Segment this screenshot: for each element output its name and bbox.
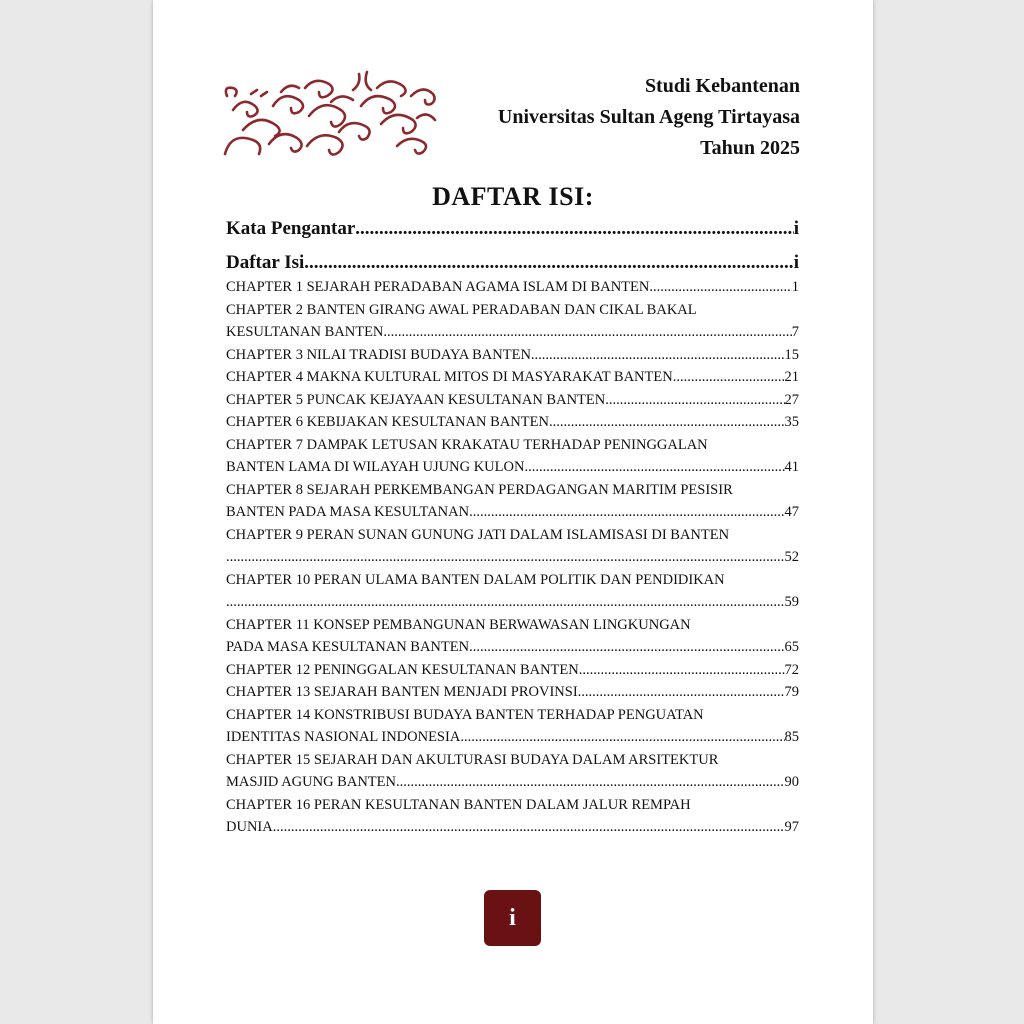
dot-leader <box>226 591 785 614</box>
toc-chapter-entry[interactable] <box>226 569 799 614</box>
toc-chapter-line <box>226 771 799 794</box>
toc-chapter-line <box>226 794 799 817</box>
year-label: Tahun 2025 <box>700 137 800 159</box>
toc-chapter-page: 65 <box>784 639 799 655</box>
toc-chapter-title: CHAPTER 7 DAMPAK LETUSAN KRAKATAU TERHADAP PENINGGALAN <box>226 436 708 453</box>
toc-chapter-title: DUNIA <box>226 819 273 835</box>
toc-chapter-entry[interactable] <box>226 524 799 569</box>
toc-chapter-entry[interactable] <box>226 614 799 659</box>
toc-chapter-page: 72 <box>784 661 799 678</box>
toc-chapter-line <box>226 569 799 592</box>
toc-entry-page: i <box>793 218 799 239</box>
toc-chapter-line <box>226 276 799 299</box>
toc-chapter-title: CHAPTER 3 NILAI TRADISI BUDAYA BANTEN <box>226 346 531 363</box>
toc-chapter-title: CHAPTER 14 KONSTRIBUSI BUDAYA BANTEN TERHADAP PENGUATAN <box>226 706 704 723</box>
toc-chapter-line <box>226 479 799 502</box>
toc-chapter-title: CHAPTER 10 PERAN ULAMA BANTEN DALAM POLITIK DAN PENDIDIKAN <box>226 571 725 588</box>
toc-chapter-title: CHAPTER 2 BANTEN GIRANG AWAL PERADABAN DAN CIKAL BAKAL <box>226 301 697 318</box>
toc-chapter-title: PADA MASA KESULTANAN BANTEN <box>226 639 470 655</box>
dot-leader <box>605 389 784 412</box>
toc-chapter-line <box>226 299 799 322</box>
toc-chapter-entry[interactable] <box>226 794 799 839</box>
toc-chapter-page: 79 <box>784 684 799 700</box>
toc-chapter-title: KESULTANAN BANTEN <box>226 324 384 340</box>
toc-chapter-line <box>226 524 799 547</box>
chapter-list <box>226 276 799 839</box>
toc-chapter-title: CHAPTER 12 PENINGGALAN KESULTANAN BANTEN <box>226 661 579 678</box>
dot-leader <box>383 321 791 344</box>
page-number-badge: i <box>484 890 541 946</box>
dot-leader <box>524 456 784 479</box>
toc-chapter-entry[interactable] <box>226 276 799 299</box>
toc-chapter-line <box>226 726 799 749</box>
toc-chapter-page: 21 <box>784 369 799 385</box>
toc-chapter-page: 97 <box>784 819 799 835</box>
toc-chapter-entry[interactable] <box>226 434 799 479</box>
dot-leader <box>304 252 793 274</box>
toc-chapter-page: 35 <box>784 414 799 430</box>
toc-chapter-title: BANTEN LAMA DI WILAYAH UJUNG KULON <box>226 459 525 475</box>
toc-chapter-entry[interactable] <box>226 389 799 412</box>
toc-chapter-entry[interactable] <box>226 411 799 434</box>
toc-chapter-page: 15 <box>784 346 799 363</box>
dot-leader <box>549 411 785 434</box>
toc-chapter-title: IDENTITAS NASIONAL INDONESIA <box>226 729 461 745</box>
toc-chapter-line <box>226 501 799 524</box>
toc-chapter-entry[interactable] <box>226 659 799 682</box>
dot-leader <box>273 816 785 839</box>
toc-entry-kata-pengantar[interactable] <box>226 218 799 240</box>
toc-chapter-title: CHAPTER 1 SEJARAH PERADABAN AGAMA ISLAM DI BANTEN <box>226 279 650 295</box>
toc-chapter-page: 1 <box>791 279 799 295</box>
toc-chapter-line <box>226 704 799 727</box>
toc-chapter-line <box>226 411 799 434</box>
toc-entry-label: Daftar Isi <box>226 252 305 273</box>
toc-chapter-title: CHAPTER 13 SEJARAH BANTEN MENJADI PROVINSI <box>226 684 578 700</box>
toc-chapter-page: 59 <box>784 594 799 610</box>
toc-chapter-title: CHAPTER 9 PERAN SUNAN GUNUNG JATI DALAM ISLAMISASI DI BANTEN <box>226 526 730 543</box>
toc-chapter-title: CHAPTER 11 KONSEP PEMBANGUNAN BERWAWASAN LINGKUNGAN <box>226 616 691 633</box>
toc-entry-page: i <box>793 252 799 273</box>
toc-heading: DAFTAR ISI: <box>432 182 594 211</box>
toc-chapter-entry[interactable] <box>226 704 799 749</box>
toc-chapter-line <box>226 636 799 659</box>
toc-chapter-title: CHAPTER 8 SEJARAH PERKEMBANGAN PERDAGANGAN MARITIM PESISIR <box>226 481 733 498</box>
toc-chapter-line <box>226 321 799 344</box>
toc-entry-daftar-isi[interactable] <box>226 252 799 274</box>
toc-chapter-page: 41 <box>784 459 799 475</box>
toc-chapter-line <box>226 816 799 839</box>
cloud-swirl-ornament-icon <box>221 66 439 164</box>
toc-chapter-title: CHAPTER 6 KEBIJAKAN KESULTANAN BANTEN <box>226 414 549 430</box>
document-header <box>498 71 800 164</box>
university-name: Universitas Sultan Ageng Tirtayasa <box>497 106 800 128</box>
toc-chapter-page: 47 <box>784 504 799 520</box>
toc-chapter-line <box>226 749 799 772</box>
course-title: Studi Kebantenan <box>644 75 800 97</box>
dot-leader <box>579 659 785 682</box>
dot-leader <box>355 218 793 240</box>
toc-chapter-entry[interactable] <box>226 749 799 794</box>
dot-leader <box>396 771 785 794</box>
toc-chapter-line <box>226 614 799 637</box>
toc-chapter-title: CHAPTER 4 MAKNA KULTURAL MITOS DI MASYARAKAT BANTEN <box>226 369 673 385</box>
toc-chapter-page: 52 <box>784 549 799 565</box>
toc-chapter-line <box>226 344 799 367</box>
toc-chapter-page: 27 <box>784 391 799 408</box>
toc-chapter-line <box>226 456 799 479</box>
toc-chapter-entry[interactable] <box>226 681 799 704</box>
toc-chapter-line <box>226 434 799 457</box>
toc-chapter-title: CHAPTER 5 PUNCAK KEJAYAAN KESULTANAN BANTEN <box>226 391 606 408</box>
toc-entry-label: Kata Pengantar <box>226 218 356 239</box>
dot-leader <box>226 546 785 569</box>
dot-leader <box>469 501 784 524</box>
toc-chapter-title: CHAPTER 16 PERAN KESULTANAN BANTEN DALAM JALUR REMPAH <box>226 796 691 813</box>
toc-chapter-entry[interactable] <box>226 344 799 367</box>
document-page <box>153 0 873 1024</box>
toc-chapter-entry[interactable] <box>226 479 799 524</box>
toc-chapter-title: CHAPTER 15 SEJARAH DAN AKULTURASI BUDAYA DALAM ARSITEKTUR <box>226 751 719 768</box>
toc-chapter-line <box>226 366 799 389</box>
toc-chapter-page: 90 <box>784 774 799 790</box>
dot-leader <box>460 726 784 749</box>
toc-chapter-line <box>226 659 799 682</box>
toc-chapter-line <box>226 591 799 614</box>
dot-leader <box>469 636 784 659</box>
dot-leader <box>578 681 785 704</box>
toc-chapter-entry[interactable] <box>226 366 799 389</box>
toc-chapter-line <box>226 389 799 412</box>
toc-chapter-line <box>226 546 799 569</box>
dot-leader <box>531 344 785 367</box>
toc-chapter-title: MASJID AGUNG BANTEN <box>226 774 396 790</box>
dot-leader <box>673 366 785 389</box>
toc-chapter-title: BANTEN PADA MASA KESULTANAN <box>226 504 470 520</box>
toc-chapter-page: 7 <box>791 324 799 340</box>
toc-chapter-page: 85 <box>784 729 799 745</box>
toc-chapter-line <box>226 681 799 704</box>
dot-leader <box>649 276 791 299</box>
toc-chapter-entry[interactable] <box>226 299 799 344</box>
